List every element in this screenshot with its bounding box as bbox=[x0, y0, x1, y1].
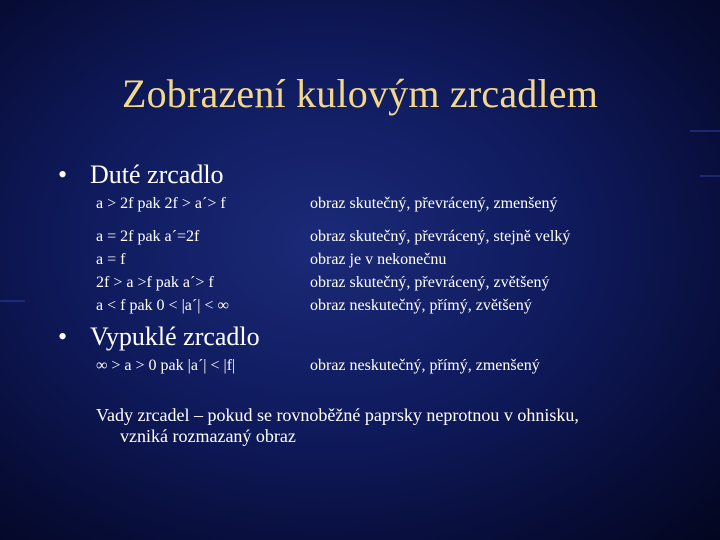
concave-condition-1: a > 2f pak 2f > a´> f bbox=[96, 195, 226, 212]
concave-condition-4: 2f > a >f pak a´> f bbox=[96, 274, 214, 291]
concave-result-4: obraz skutečný, převrácený, zvětšený bbox=[310, 274, 550, 291]
concave-result-5: obraz neskutečný, přímý, zvětšený bbox=[310, 297, 532, 314]
concave-heading: Duté zrcadlo bbox=[90, 160, 224, 189]
slide-title: Zobrazení kulovým zrcadlem bbox=[121, 71, 599, 116]
bullet-icon: • bbox=[58, 160, 68, 189]
background-streak bbox=[690, 130, 720, 132]
concave-result-3: obraz je v nekonečnu bbox=[310, 251, 447, 268]
concave-result-2: obraz skutečný, převrácený, stejně velký bbox=[310, 228, 571, 245]
note-line-1: Vady zrcadel – pokud se rovnoběžné paprsky neprotnou v ohnisku, bbox=[96, 405, 579, 425]
concave-condition-2: a = 2f pak a´=2f bbox=[96, 228, 200, 245]
concave-condition-5: a < f pak 0 < |a´| < ∞ bbox=[96, 297, 229, 314]
background-streak bbox=[700, 175, 720, 177]
convex-result-1: obraz neskutečný, přímý, zmenšený bbox=[310, 357, 540, 374]
mirror-defects-note bbox=[96, 405, 666, 447]
convex-heading: Vypuklé zrcadlo bbox=[90, 322, 260, 351]
bullet-concave-mirror bbox=[58, 160, 224, 190]
note-line-2: vzniká rozmazaný obraz bbox=[120, 426, 296, 446]
concave-result-1: obraz skutečný, převrácený, zmenšený bbox=[310, 195, 558, 212]
bullet-convex-mirror bbox=[58, 322, 260, 352]
background-streak bbox=[0, 300, 25, 302]
convex-condition-1: ∞ > a > 0 pak |a´| < |f| bbox=[96, 357, 236, 374]
concave-condition-3: a = f bbox=[96, 251, 126, 268]
bullet-icon: • bbox=[58, 322, 68, 351]
